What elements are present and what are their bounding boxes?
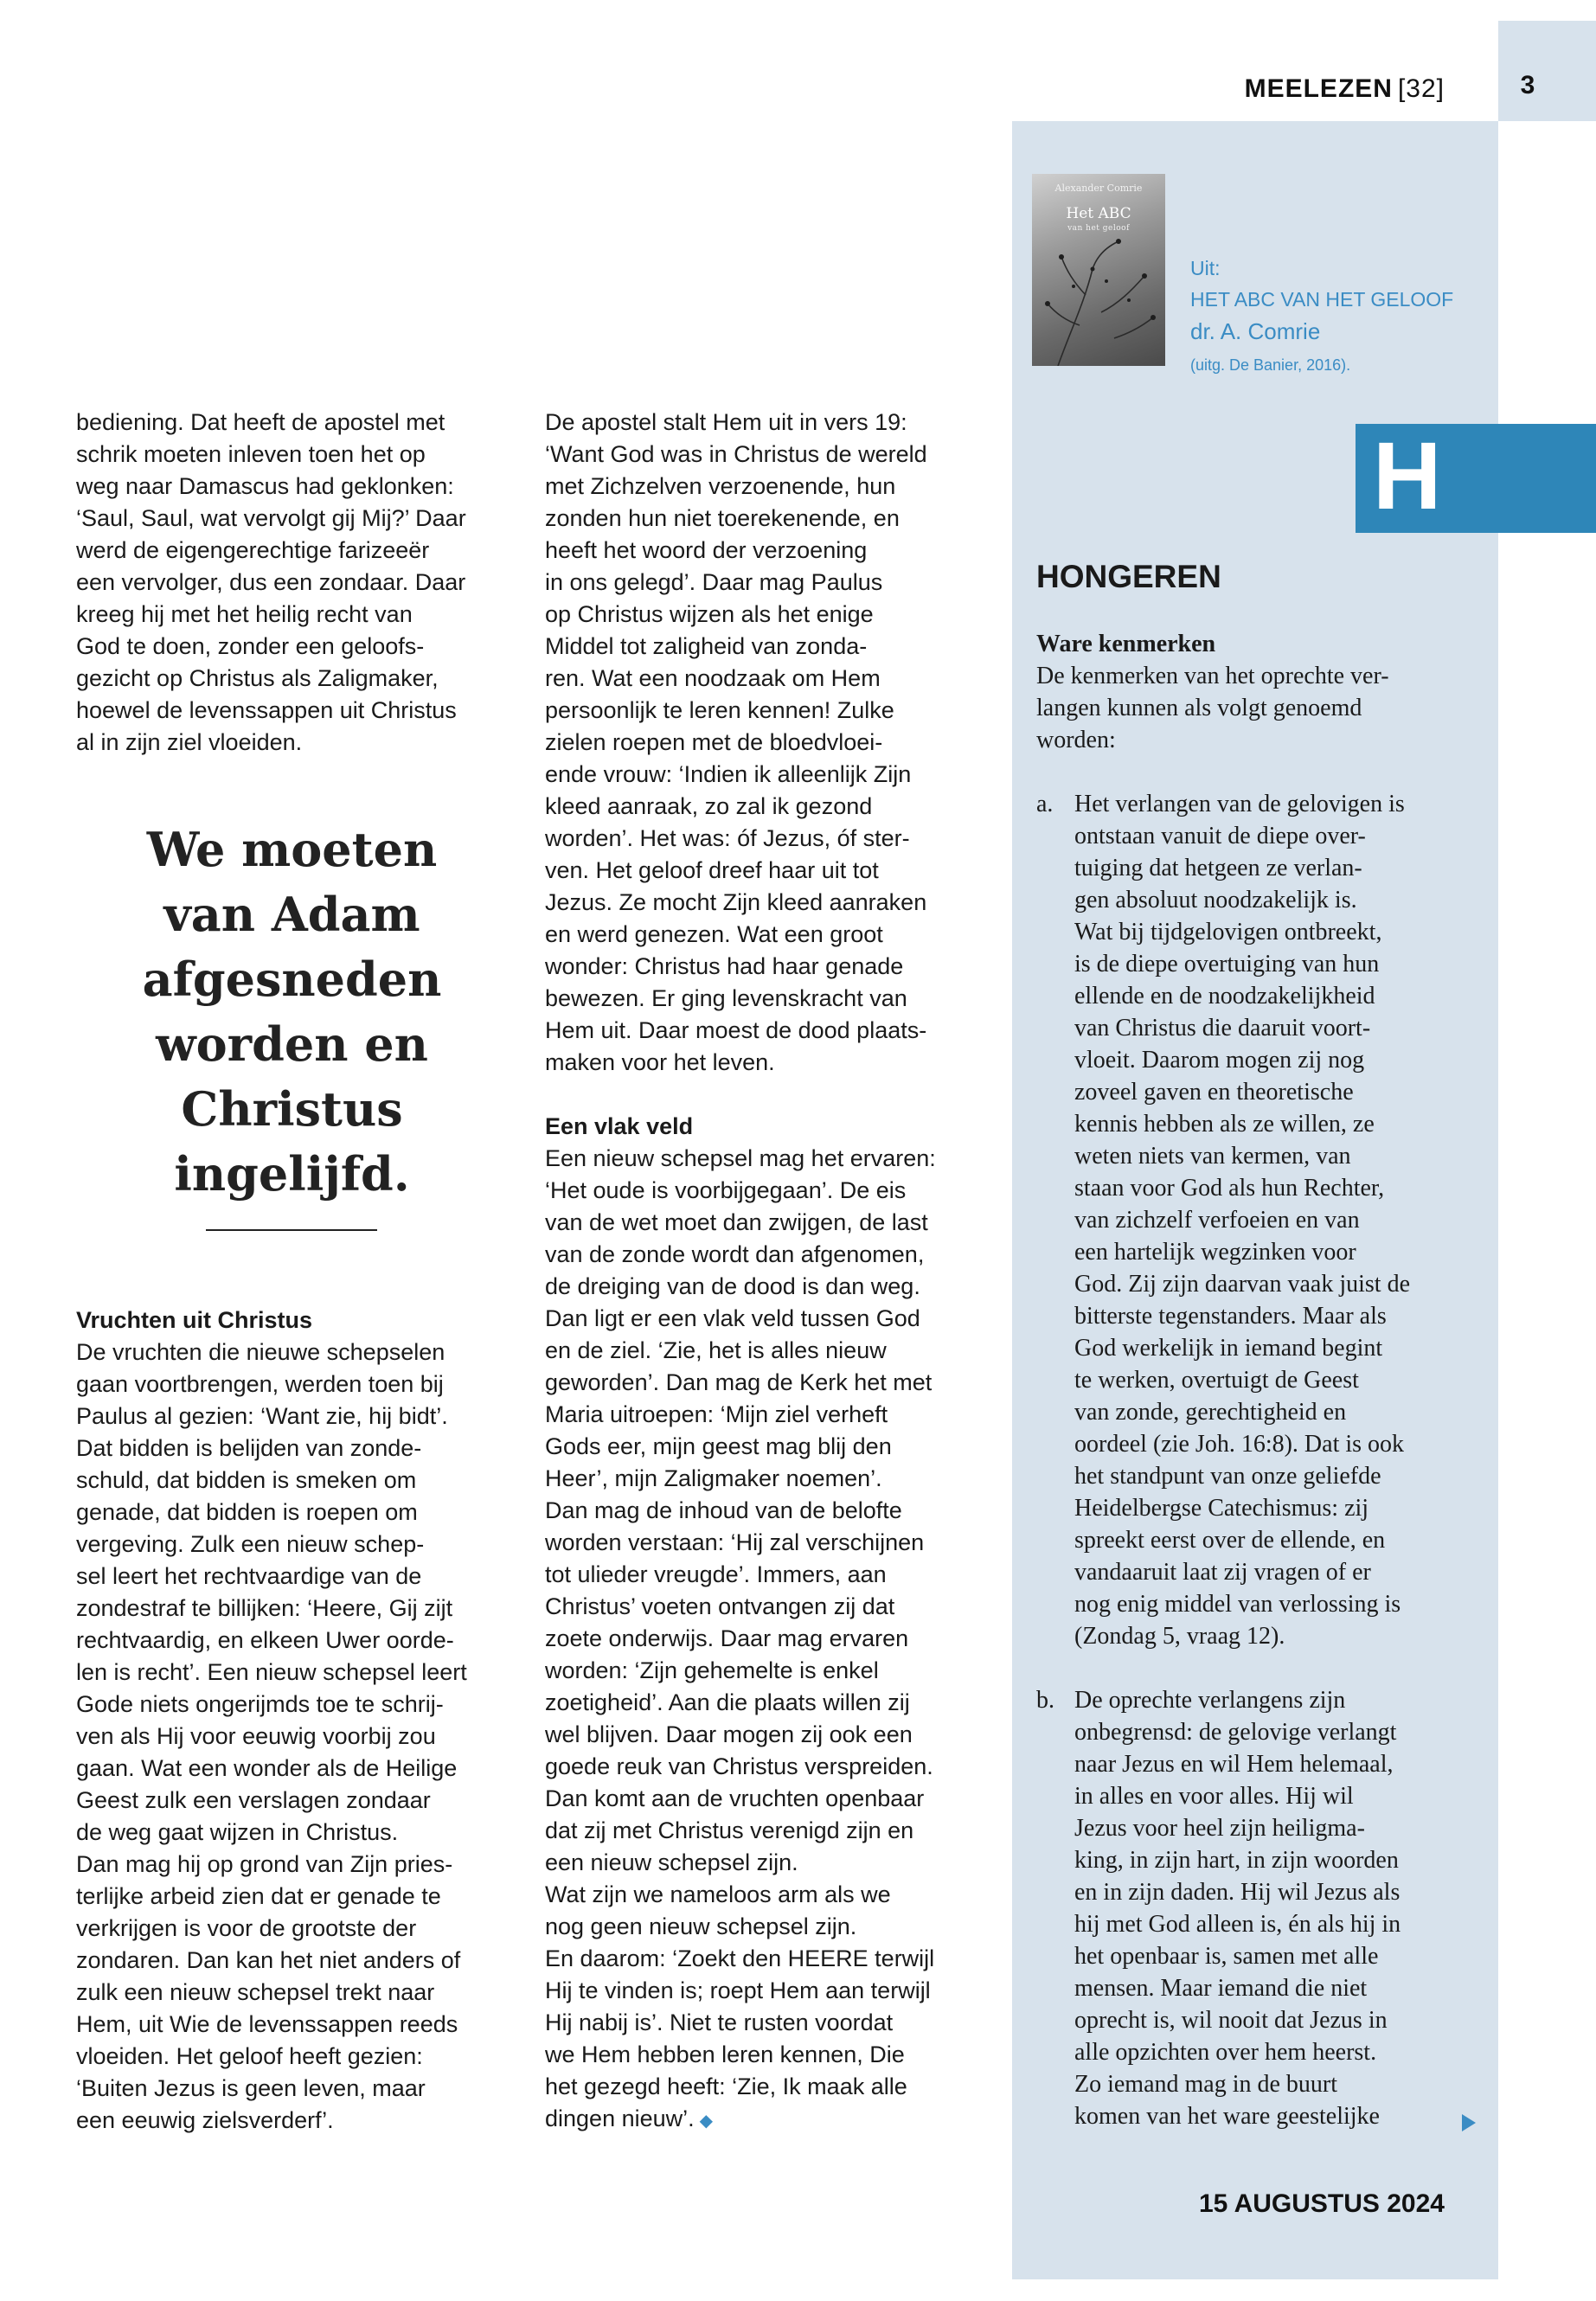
- issue-number: [32]: [1397, 74, 1445, 103]
- text-line: in ons gelegd’. Daar mag Paulus: [545, 569, 883, 595]
- text-line: Wat bij tijdgelovigen ontbreekt,: [1074, 919, 1382, 945]
- text-line: Hem uit. Daar moest de dood plaats-: [545, 1017, 927, 1043]
- text-line: De kenmerken van het oprechte ver-: [1036, 663, 1389, 689]
- text-line: God. Zij zijn daarvan vaak juist de: [1074, 1271, 1410, 1298]
- text-line: we Hem hebben leren kennen, Die: [545, 2041, 905, 2067]
- text-line: zondaren. Dan kan het niet anders of: [76, 1947, 461, 1973]
- list-label: a.: [1036, 791, 1054, 817]
- issue-date: 15 AUGUSTUS 2024: [1198, 2189, 1445, 2218]
- text-line: weg naar Damascus had geklonken:: [76, 473, 454, 499]
- text-line: De apostel stalt Hem uit in vers 19:: [545, 409, 907, 435]
- text-line: het standpunt van onze geliefde: [1074, 1463, 1381, 1490]
- text-line: te werken, overtuigt de Geest: [1074, 1367, 1359, 1394]
- text-line: kennis hebben als ze willen, ze: [1074, 1111, 1375, 1138]
- text-line: rechtvaardig, en elkeen Uwer oorde-: [76, 1627, 454, 1653]
- text-line: De oprechte verlangens zijn: [1074, 1687, 1346, 1714]
- text-line: Gods eer, mijn geest mag blij den: [545, 1433, 892, 1459]
- text-line: dat zij met Christus verenigd zijn en: [545, 1817, 914, 1843]
- text-line: een vervolger, dus een zondaar. Daar: [76, 569, 466, 595]
- text-line: met Zichzelven verzoenende, hun: [545, 473, 896, 499]
- text-line: (Zondag 5, vraag 12).: [1074, 1623, 1285, 1650]
- text-line: Wat zijn we nameloos arm als we: [545, 1881, 891, 1907]
- text-line: een hartelijk wegzinken voor: [1074, 1239, 1356, 1266]
- text-line: Geest zulk een verslagen zondaar: [76, 1787, 431, 1813]
- text-line: ‘Saul, Saul, wat vervolgt gij Mij?’ Daar: [76, 505, 466, 531]
- text-line: en werd genezen. Wat een groot: [545, 921, 883, 947]
- section-header: [1245, 74, 1445, 104]
- source-book-title: HET ABC VAN HET GELOOF: [1190, 288, 1454, 311]
- text-line: van zichzelf verfoeien en van: [1074, 1207, 1360, 1234]
- text-line: oprecht is, wil nooit dat Jezus in: [1074, 2007, 1388, 2034]
- text-line: vandaaruit laat zij vragen of er: [1074, 1559, 1371, 1586]
- end-mark-icon: ◆: [699, 2112, 714, 2131]
- quote-line-text: Christus: [181, 1081, 403, 1137]
- text-line: naar Jezus en wil Hem helemaal,: [1074, 1751, 1394, 1778]
- text-line: zoete onderwijs. Daar mag ervaren: [545, 1625, 909, 1651]
- text-line: van zonde, gerechtigheid en: [1074, 1399, 1347, 1426]
- text-line: dingen nieuw’. ◆: [545, 2106, 714, 2131]
- text-line: kreeg hij met het heilig recht van: [76, 601, 413, 627]
- text-line: Hem, uit Wie de levenssappen reeds: [76, 2011, 458, 2037]
- text-line: zoveel gaven en theoretische: [1074, 1079, 1354, 1106]
- text-line: het openbaar is, samen met alle: [1074, 1943, 1379, 1970]
- text-line: de weg gaat wijzen in Christus.: [76, 1819, 399, 1845]
- book-cover-author: Alexander Comrie: [1054, 183, 1143, 194]
- text-line: ‘Want God was in Christus de wereld: [545, 441, 927, 467]
- text-line: tuiging dat hetgeen ze verlan-: [1074, 855, 1362, 881]
- continue-arrow-icon: [1462, 2114, 1476, 2131]
- list-item: [1036, 1684, 1443, 2132]
- text-line: goede reuk van Christus verspreiden.: [545, 1753, 933, 1779]
- text-line: vloeit. Daarom mogen zij nog: [1074, 1047, 1365, 1074]
- text-line: Dat bidden is belijden van zonde-: [76, 1435, 422, 1461]
- text-line: genade, dat bidden is roepen om: [76, 1499, 418, 1525]
- text-line: vergeving. Zulk een nieuw schep-: [76, 1531, 425, 1557]
- text-line: wonder: Christus had haar genade: [545, 953, 904, 979]
- text-line: Gode niets ongerijmds toe te schrij-: [76, 1691, 444, 1717]
- quote-line-text: We moeten: [146, 822, 438, 877]
- text-line: werd de eigengerechtige farizeeër: [76, 537, 430, 563]
- text-line: op Christus wijzen als het enige: [545, 601, 874, 627]
- text-line: al in zijn ziel vloeiden.: [76, 729, 303, 755]
- book-cover-image: [1032, 174, 1165, 366]
- text-line: bitterste tegenstanders. Maar als: [1074, 1303, 1387, 1330]
- text-line: gezicht op Christus als Zaligmaker,: [76, 665, 439, 691]
- text-line: bediening. Dat heeft de apostel met: [76, 409, 445, 435]
- quote-line-text: van Adam: [163, 887, 420, 942]
- source-publisher: (uitg. De Banier, 2016).: [1190, 356, 1351, 374]
- text-line: Zo iemand mag in de buurt: [1074, 2071, 1338, 2098]
- text-line: heeft het woord der verzoening: [545, 537, 868, 563]
- text-line: ven als Hij voor eeuwig voorbij zou: [76, 1723, 436, 1749]
- text-line: verkrijgen is voor de grootste der: [76, 1915, 417, 1941]
- text-line: Dan mag de inhoud van de belofte: [545, 1497, 902, 1523]
- text-line: zulk een nieuw schepsel trekt naar: [76, 1979, 435, 2005]
- text-line: een eeuwig zielsverderf’.: [76, 2107, 334, 2133]
- text-line: een nieuw schepsel zijn.: [545, 1849, 798, 1875]
- text-line: En daarom: ‘Zoekt den HEERE terwijl: [545, 1945, 935, 1971]
- section-title: MEELEZEN: [1244, 74, 1393, 103]
- text-line: ende vrouw: ‘Indien ik alleenlijk Zijn: [545, 761, 912, 787]
- text-line: gaan voortbrengen, werden toen bij: [76, 1371, 444, 1397]
- text-line: van Christus die daaruit voort-: [1074, 1015, 1371, 1042]
- left-column-intro: [76, 407, 517, 759]
- text-line: God werkelijk in iemand begint: [1074, 1335, 1383, 1362]
- text-line: zonden hun niet toerekenende, en: [545, 505, 900, 531]
- branch-illustration: [1032, 174, 1165, 366]
- text-line: het gezegd heeft: ‘Zie, Ik maak alle: [545, 2073, 907, 2099]
- text-line: tot ulieder vreugde’. Immers, aan: [545, 1561, 887, 1587]
- text-line: Middel tot zaligheid van zonda-: [545, 633, 868, 659]
- book-cover-title-line: Het ABC: [1066, 205, 1131, 222]
- text-line: in alles en voor alles. Hij wil: [1074, 1783, 1354, 1810]
- text-line: Dan ligt er een vlak veld tussen God: [545, 1305, 920, 1331]
- sidebar-subtitle: Ware kenmerken: [1036, 631, 1216, 657]
- text-line: oordeel (zie Joh. 16:8). Dat is ook: [1074, 1431, 1405, 1458]
- source-label: Uit:: [1190, 257, 1221, 279]
- text-line: komen van het ware geestelijke: [1074, 2103, 1380, 2130]
- section-heading: Vruchten uit Christus: [76, 1307, 313, 1333]
- page-number: 3: [1520, 71, 1535, 99]
- section-heading: Een vlak veld: [545, 1113, 694, 1139]
- text-line: worden:: [1036, 727, 1116, 753]
- text-line: Dan mag hij op grond van Zijn pries-: [76, 1851, 453, 1877]
- text-line: zoetigheid’. Aan die plaats willen zij: [545, 1689, 910, 1715]
- quote-line-text: ingelijfd.: [174, 1146, 410, 1202]
- text-line: Een nieuw schepsel mag het ervaren:: [545, 1145, 936, 1171]
- text-line: maken voor het leven.: [545, 1049, 775, 1075]
- book-cover-title: [1032, 207, 1165, 221]
- quote-line-text: afgesneden: [142, 952, 442, 1007]
- text-line: Dan komt aan de vruchten openbaar: [545, 1785, 925, 1811]
- text-line: onbegrensd: de gelovige verlangt: [1074, 1719, 1397, 1746]
- text-line: weten niets van kermen, van: [1074, 1143, 1351, 1170]
- text-line: ellende en de noodzakelijkheid: [1074, 983, 1375, 1009]
- text-line: schuld, dat bidden is smeken om: [76, 1467, 417, 1493]
- text-line: gaan. Wat een wonder als de Heilige: [76, 1755, 458, 1781]
- middle-column: [545, 407, 986, 2138]
- quote-line-text: worden en: [156, 1016, 428, 1072]
- text-line: Hij te vinden is; roept Hem aan terwijl: [545, 1977, 931, 2003]
- section-letter-box: [1356, 424, 1596, 533]
- text-line: De vruchten die nieuwe schepselen: [76, 1339, 445, 1365]
- text-line: alle opzichten over hem heerst.: [1074, 2039, 1377, 2066]
- text-line: Heidelbergse Catechismus: zij: [1074, 1495, 1369, 1522]
- text-line: en in zijn daden. Hij wil Jezus als: [1074, 1879, 1401, 1906]
- text-line: Christus’ voeten ontvangen zij dat: [545, 1593, 895, 1619]
- text-line: worden’. Het was: óf Jezus, óf ster-: [545, 825, 910, 851]
- text-line: len is recht’. Een nieuw schepsel leert: [76, 1659, 467, 1685]
- text-line: ‘Het oude is voorbijgegaan’. De eis: [545, 1177, 907, 1203]
- text-line: kleed aanraak, zo zal ik gezond: [545, 793, 873, 819]
- text-line: worden verstaan: ‘Hij zal verschijnen: [545, 1529, 925, 1555]
- left-column-section: [76, 1304, 517, 2137]
- text-line: bewezen. Er ging levenskracht van: [545, 985, 907, 1011]
- text-line: gen absoluut noodzakelijk is.: [1074, 887, 1357, 913]
- list-label: b.: [1036, 1687, 1054, 1714]
- quote-divider: [206, 1229, 377, 1231]
- text-line: geworden’. Dan mag de Kerk het met: [545, 1369, 933, 1395]
- source-author: dr. A. Comrie: [1190, 318, 1321, 344]
- text-line: hoewel de levenssappen uit Christus: [76, 697, 457, 723]
- text-line: sel leert het rechtvaardige van de: [76, 1563, 422, 1589]
- text-line: vloeiden. Het geloof heeft gezien:: [76, 2043, 423, 2069]
- text-line: persoonlijk te leren kennen! Zulke: [545, 697, 894, 723]
- list-item: [1036, 788, 1443, 1652]
- text-line: ren. Wat een noodzaak om Hem: [545, 665, 881, 691]
- sidebar-text: [1036, 628, 1443, 2132]
- text-line: nog enig middel van verlossing is: [1074, 1591, 1401, 1618]
- text-line: staan voor God als hun Rechter,: [1074, 1175, 1385, 1202]
- text-line: Jezus voor heel zijn heiligma-: [1074, 1815, 1365, 1842]
- text-line: van de zonde wordt dan afgenomen,: [545, 1241, 925, 1267]
- text-line: king, in zijn hart, in zijn woorden: [1074, 1847, 1399, 1874]
- text-line: zondestraf te billijken: ‘Heere, Gij zijt: [76, 1595, 453, 1621]
- text-line: de dreiging van de dood is dan weg.: [545, 1273, 920, 1299]
- text-line: Jezus. Ze mocht Zijn kleed aanraken: [545, 889, 927, 915]
- text-line: ven. Het geloof dreef haar uit tot: [545, 857, 879, 883]
- text-line: nog geen nieuw schepsel zijn.: [545, 1913, 857, 1939]
- text-line: zielen roepen met de bloedvloei-: [545, 729, 883, 755]
- text-line: ontstaan vanuit de diepe over-: [1074, 823, 1366, 849]
- text-line: Heer’, mijn Zaligmaker noemen’.: [545, 1465, 882, 1491]
- text-line: schrik moeten inleven toen het op: [76, 441, 426, 467]
- text-line: worden: ‘Zijn gehemelte is enkel: [545, 1657, 879, 1683]
- text-line: wel blijven. Daar mogen zij ook een: [545, 1721, 913, 1747]
- sidebar-title: HONGEREN: [1036, 559, 1221, 594]
- text-line: en de ziel. ‘Zie, het is alles nieuw: [545, 1337, 887, 1363]
- text-line: van de wet moet dan zwijgen, de last: [545, 1209, 928, 1235]
- text-line: ‘Buiten Jezus is geen leven, maar: [76, 2075, 426, 2101]
- book-cover-subtitle: van het geloof: [1067, 224, 1130, 233]
- text-line: Het verlangen van de gelovigen is: [1074, 791, 1405, 817]
- text-line: God te doen, zonder een geloofs-: [76, 633, 425, 659]
- text-line: Hij nabij is’. Niet te rusten voordat: [545, 2009, 894, 2035]
- pull-quote: [87, 817, 497, 1207]
- source-reference: [1190, 253, 1453, 382]
- text-line: Paulus al gezien: ‘Want zie, hij bidt’.: [76, 1403, 448, 1429]
- text-line: hij met God alleen is, én als hij in: [1074, 1911, 1401, 1938]
- text-line: langen kunnen als volgt genoemd: [1036, 695, 1362, 721]
- text-line: Maria uitroepen: ‘Mijn ziel verheft: [545, 1401, 888, 1427]
- text-line: mensen. Maar iemand die niet: [1074, 1975, 1368, 2002]
- text-line: terlijke arbeid zien dat er genade te: [76, 1883, 441, 1909]
- text-line: spreekt eerst over de ellende, en: [1074, 1527, 1386, 1554]
- text-line: is de diepe overtuiging van hun: [1074, 951, 1380, 977]
- section-letter: H: [1373, 423, 1442, 529]
